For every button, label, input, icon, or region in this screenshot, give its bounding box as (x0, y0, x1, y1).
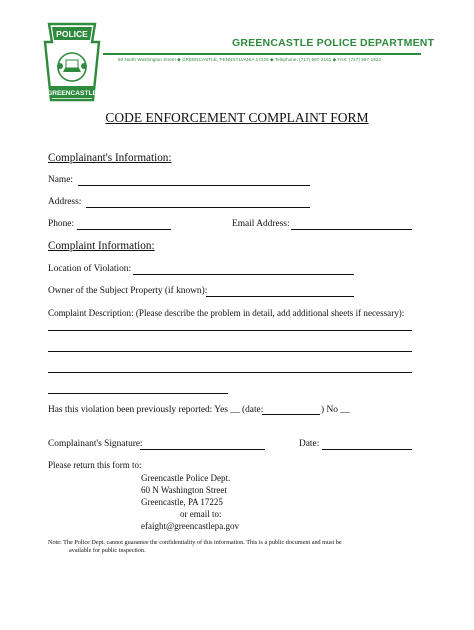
description-line-4[interactable] (48, 393, 228, 394)
note-line-2: available for public inspection. (69, 547, 146, 554)
phone-field[interactable] (77, 229, 171, 230)
return-line-4: or email to: (180, 509, 222, 519)
date-label: Date: (299, 439, 320, 449)
return-line-2: 60 N Washington Street (141, 485, 227, 495)
return-line-1: Greencastle Police Dept. (141, 473, 231, 483)
department-name: GREENCASTLE POLICE DEPARTMENT (232, 37, 435, 49)
phone-label: Phone: (48, 219, 75, 229)
form-title: CODE ENFORCEMENT COMPLAINT FORM (105, 110, 369, 125)
email-label: Email Address: (232, 219, 290, 229)
description-line-3[interactable] (48, 372, 412, 373)
description-line-2[interactable] (48, 351, 412, 352)
complainant-heading: Complainant's Information: (48, 152, 172, 164)
name-label: Name: (48, 175, 73, 185)
address-label: Address: (48, 197, 82, 207)
description-line-1[interactable] (48, 330, 412, 331)
owner-label: Owner of the Subject Property (if known): (48, 286, 208, 296)
reported-no-option: ) No __ (321, 405, 350, 415)
date-field[interactable] (322, 449, 412, 450)
note-line-1: Note: The Police Dept. cannot guarantee the confidentiality of this information. This is a public document and must be (48, 539, 342, 546)
description-label: Complaint Description: (Please describe the problem in detail, add additional sheets if necessary): (48, 308, 405, 318)
complaint-heading: Complaint Information: (48, 240, 155, 252)
signature-label: Complainant's Signature: (48, 439, 143, 449)
reported-date-field[interactable] (262, 414, 320, 415)
email-field[interactable] (291, 229, 412, 230)
return-intro: Please return this form to: (48, 460, 142, 470)
badge-top-text: POLICE (56, 29, 88, 39)
address-field[interactable] (86, 207, 310, 208)
header-rule (103, 53, 421, 55)
police-badge-logo (43, 22, 101, 102)
department-address: 60 North Washington Street ◆ GREENCASTLE, PENNSYLVANIA 17225 ◆ Telephone: (717) 597-2161 ◆ FAX: (717) 597-1522 (118, 57, 382, 62)
location-field[interactable] (133, 274, 354, 275)
owner-field[interactable] (206, 296, 354, 297)
name-field[interactable] (78, 185, 310, 186)
previously-reported-label: Has this violation been previously reported: Yes __ (date: (48, 405, 264, 415)
signature-field[interactable] (140, 449, 265, 450)
return-email[interactable]: efaight@greencastlepa.gov (141, 521, 239, 531)
return-line-3: Greencastle, PA 17225 (141, 497, 223, 507)
badge-bottom-text: GREENCASTLE (47, 90, 97, 97)
location-label: Location of Violation: (48, 264, 132, 274)
